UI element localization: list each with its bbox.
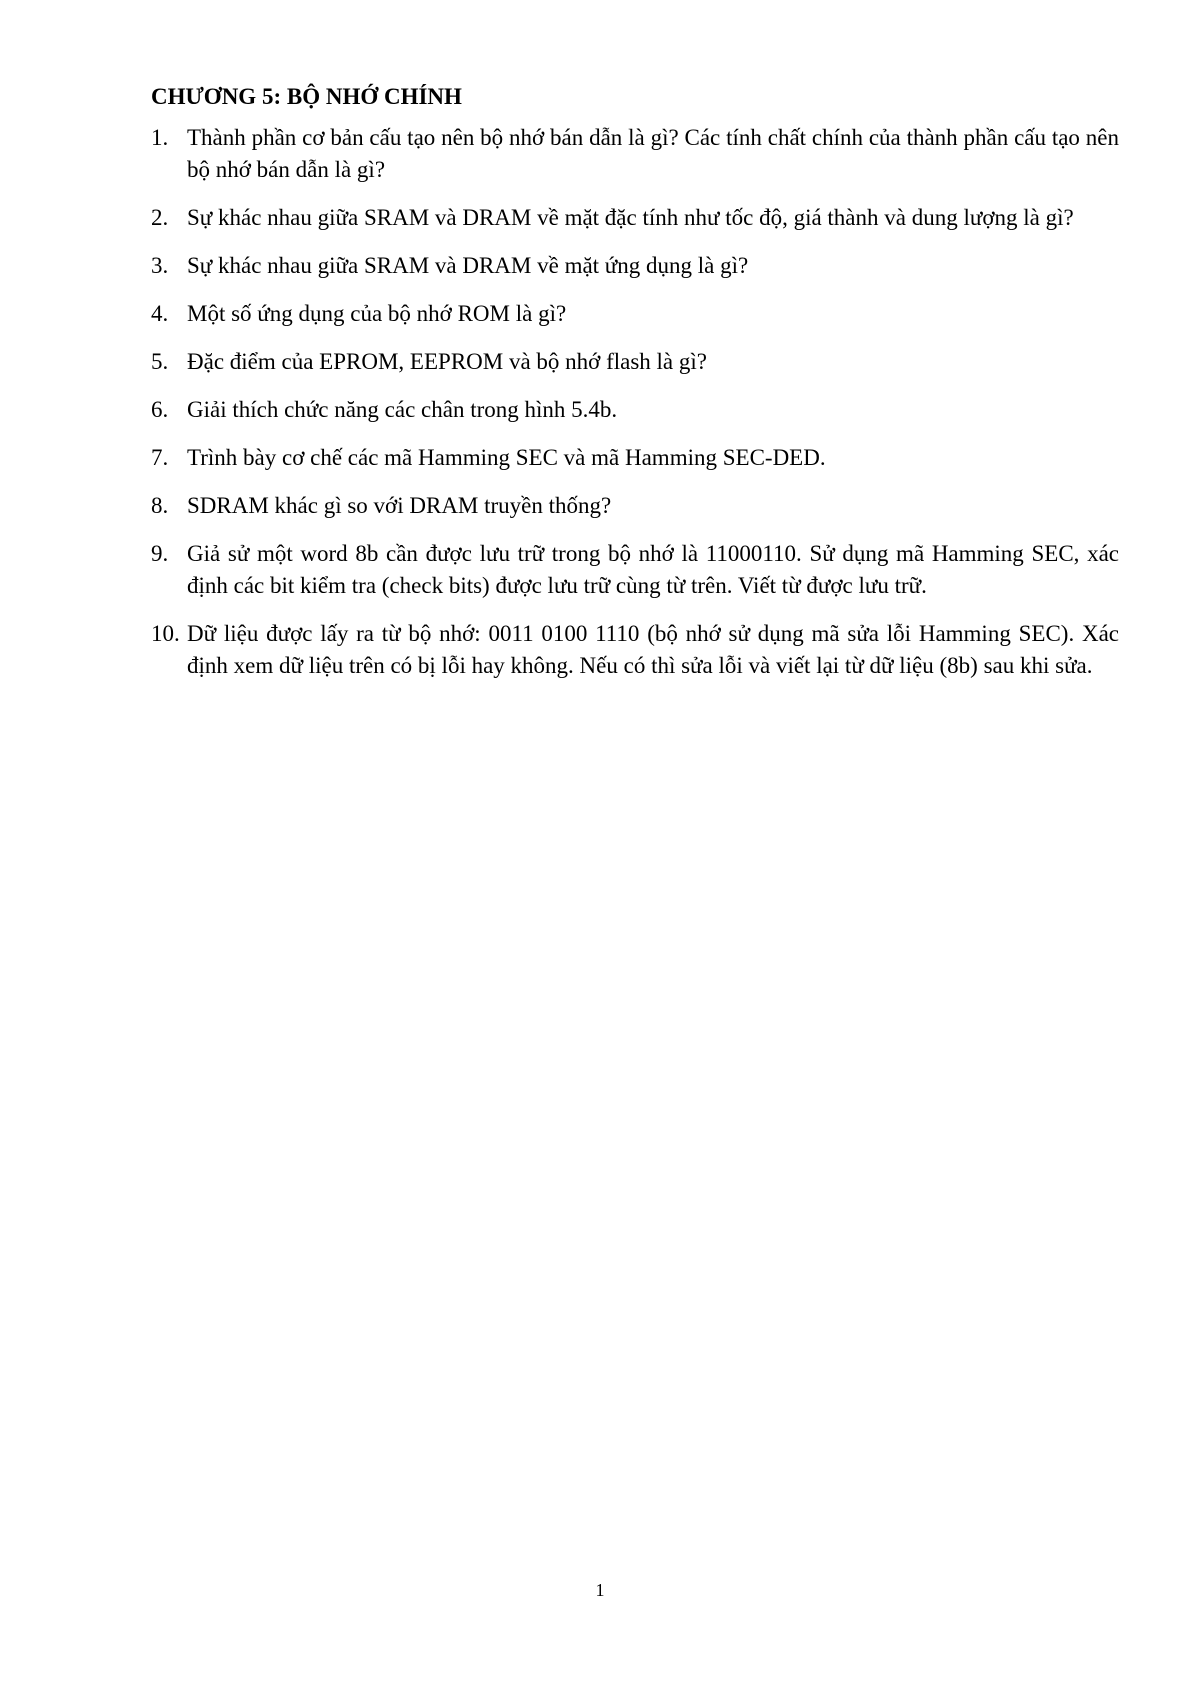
question-number: 8. bbox=[151, 493, 169, 518]
question-item bbox=[151, 538, 1119, 602]
question-number: 10. bbox=[151, 621, 180, 646]
page-number: 1 bbox=[595, 1580, 605, 1600]
question-text: Sự khác nhau giữa SRAM và DRAM về mặt ứng dụng là gì? bbox=[187, 253, 749, 278]
question-number: 1. bbox=[151, 125, 169, 150]
question-number: 7. bbox=[151, 445, 169, 470]
question-number: 6. bbox=[151, 397, 169, 422]
question-number: 3. bbox=[151, 253, 169, 278]
question-text: Thành phần cơ bản cấu tạo nên bộ nhớ bán dẫn là gì? Các tính chất chính của thành phần cấu tạo nên bộ nhớ bán dẫn là gì? bbox=[187, 125, 1119, 182]
question-item bbox=[151, 490, 1119, 522]
question-item bbox=[151, 202, 1119, 234]
question-item bbox=[151, 442, 1119, 474]
question-text: SDRAM khác gì so với DRAM truyền thống? bbox=[187, 493, 612, 518]
question-item bbox=[151, 618, 1119, 682]
question-list bbox=[151, 122, 1119, 682]
question-item bbox=[151, 298, 1119, 330]
question-text: Sự khác nhau giữa SRAM và DRAM về mặt đặc tính như tốc độ, giá thành và dung lượng là gì? bbox=[187, 205, 1074, 230]
question-item bbox=[151, 122, 1119, 186]
question-text: Một số ứng dụng của bộ nhớ ROM là gì? bbox=[187, 301, 567, 326]
question-number: 2. bbox=[151, 205, 169, 230]
question-number: 4. bbox=[151, 301, 169, 326]
question-number: 5. bbox=[151, 349, 169, 374]
question-item bbox=[151, 250, 1119, 282]
question-text: Giả sử một word 8b cần được lưu trữ trong bộ nhớ là 11000110. Sử dụng mã Hamming SEC, xác định các bit kiểm tra (check bits) được lưu trữ cùng từ trên. Viết từ được lưu trữ. bbox=[187, 541, 1119, 598]
question-text: Dữ liệu được lấy ra từ bộ nhớ: 0011 0100 1110 (bộ nhớ sử dụng mã sửa lỗi Hamming SEC). Xác định xem dữ liệu trên có bị lỗi hay không. Nếu có thì sửa lỗi và viết lại từ dữ liệu (8b) sau khi sửa. bbox=[187, 621, 1119, 678]
question-item bbox=[151, 346, 1119, 378]
question-text: Giải thích chức năng các chân trong hình 5.4b. bbox=[187, 397, 618, 422]
chapter-title: CHƯƠNG 5: BỘ NHỚ CHÍNH bbox=[151, 84, 462, 109]
question-number: 9. bbox=[151, 541, 169, 566]
question-text: Trình bày cơ chế các mã Hamming SEC và mã Hamming SEC-DED. bbox=[187, 445, 826, 470]
question-text: Đặc điểm của EPROM, EEPROM và bộ nhớ flash là gì? bbox=[187, 349, 707, 374]
page-content bbox=[151, 82, 1119, 698]
question-item bbox=[151, 394, 1119, 426]
